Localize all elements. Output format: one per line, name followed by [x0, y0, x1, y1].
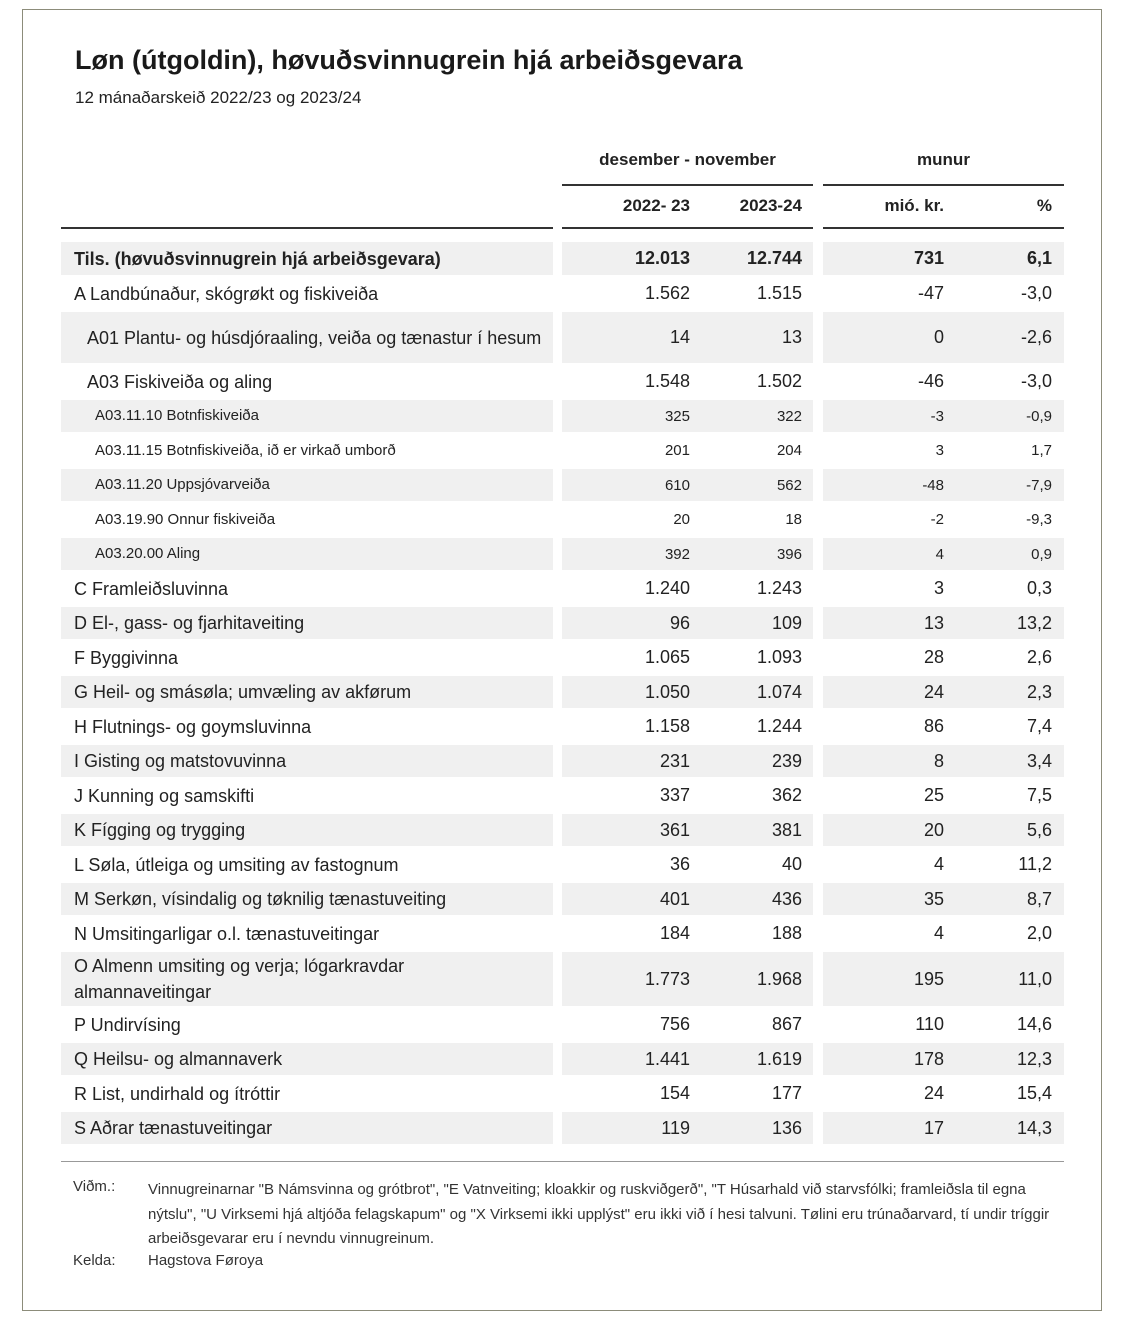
table-row	[0, 312, 1130, 365]
header-group-period-rule	[562, 184, 813, 186]
row-label: N Umsitingarligar o.l. tænastuveitingar	[74, 923, 380, 944]
value-2023-24: 18	[785, 511, 802, 528]
value-2022-23: 401	[659, 888, 690, 909]
change-amount: 4	[933, 854, 944, 874]
change-percent: 2,6	[1026, 647, 1052, 667]
change-percent: 12,3	[1016, 1048, 1052, 1069]
value-2023-24: 396	[776, 545, 802, 563]
change-percent: 3,4	[1026, 750, 1052, 771]
change-percent: 14,3	[1016, 1117, 1052, 1138]
table-row	[0, 607, 1130, 641]
value-2023-24: 436	[771, 888, 802, 909]
change-amount: 25	[923, 785, 944, 805]
change-amount: 28	[923, 647, 944, 667]
table-row	[0, 572, 1130, 607]
row-label: A03.11.10 Botnfiskiveiða	[61, 400, 553, 432]
value-2022-23: 361	[659, 819, 690, 840]
table-row	[0, 745, 1130, 779]
row-label: R List, undirhald og ítróttir	[74, 1083, 281, 1104]
value-2023-24: 381	[771, 819, 802, 840]
table-row	[0, 538, 1130, 572]
value-2023-24: 177	[771, 1083, 802, 1103]
row-label: G Heil- og smásøla; umvæling av akførum	[61, 676, 553, 708]
change-percent: 2,0	[1026, 923, 1052, 943]
value-2022-23: 36	[669, 854, 690, 874]
change-percent: 6,1	[1026, 248, 1052, 268]
header-rule-change	[823, 227, 1064, 229]
value-2023-24: 1.093	[756, 647, 802, 667]
value-2023-24: 13	[781, 327, 802, 347]
row-label: K Fígging og trygging	[61, 814, 553, 846]
value-2022-23: 392	[664, 545, 690, 563]
change-percent: 8,7	[1026, 888, 1052, 909]
value-2022-23: 1.441	[644, 1048, 690, 1069]
table-row	[0, 434, 1130, 469]
note-label: Viðm.:	[73, 1178, 116, 1195]
change-amount: 3	[933, 578, 944, 598]
row-label: D El-, gass- og fjarhitaveiting	[61, 607, 553, 639]
source-text: Hagstova Føroya	[148, 1252, 264, 1269]
change-amount: 20	[923, 819, 944, 840]
row-label: O Almenn umsiting og verja; lógarkravdar almannaveitingar	[61, 952, 553, 1006]
value-2022-23: 1.240	[644, 578, 690, 598]
change-amount: -2	[930, 511, 944, 528]
value-2022-23: 1.050	[644, 681, 690, 702]
change-amount: -3	[930, 407, 944, 425]
value-2022-23: 1.065	[644, 647, 690, 667]
value-2023-24: 1.243	[756, 578, 802, 598]
value-2023-24: 1.515	[756, 283, 802, 303]
change-amount: 0	[933, 327, 944, 347]
change-percent: 5,6	[1026, 819, 1052, 840]
change-amount: 35	[923, 888, 944, 909]
header-col-change-percent: %	[1036, 196, 1052, 215]
change-percent: 1,7	[1031, 442, 1052, 459]
row-label: A03.11.20 Uppsjóvarveiða	[61, 469, 553, 501]
value-2023-24: 867	[771, 1014, 802, 1034]
source-label: Kelda:	[73, 1252, 116, 1269]
row-label: A01 Plantu- og húsdjóraaling, veiða og tænastur í hesum	[61, 312, 553, 363]
value-2022-23: 96	[669, 612, 690, 633]
change-percent: 2,3	[1026, 681, 1052, 702]
row-label: A03.19.90 Onnur fiskiveiða	[95, 510, 276, 528]
table-row	[0, 503, 1130, 538]
value-2022-23: 325	[664, 407, 690, 425]
value-2023-24: 109	[771, 612, 802, 633]
header-col-2023-24: 2023-24	[739, 196, 802, 215]
value-2022-23: 184	[659, 923, 690, 943]
row-label: M Serkøn, vísindalig og tøknilig tænastuveiting	[61, 883, 553, 915]
table-row	[0, 848, 1130, 883]
change-percent: 11,2	[1018, 854, 1052, 874]
change-amount: -48	[922, 476, 944, 494]
change-percent: -3,0	[1020, 283, 1052, 303]
change-percent: -7,9	[1026, 476, 1052, 494]
change-amount: 86	[923, 716, 944, 736]
table-row	[0, 1077, 1130, 1112]
value-2022-23: 756	[659, 1014, 690, 1034]
change-percent: 15,4	[1016, 1083, 1052, 1103]
change-percent: 13,2	[1016, 612, 1052, 633]
header-rule-label	[61, 227, 553, 229]
row-label: S Aðrar tænastuveitingar	[61, 1112, 553, 1144]
page-subtitle: 12 mánaðarskeið 2022/23 og 2023/24	[75, 88, 362, 107]
header-col-change-amount: mió. kr.	[884, 196, 944, 215]
value-2023-24: 239	[771, 750, 802, 771]
row-label: I Gisting og matstovuvinna	[61, 745, 553, 777]
value-2022-23: 1.548	[644, 371, 690, 391]
row-label: A03.20.00 Aling	[61, 538, 553, 570]
value-2022-23: 154	[659, 1083, 690, 1103]
row-label: L Søla, útleiga og umsiting av fastognum	[74, 854, 399, 875]
value-2023-24: 40	[781, 854, 802, 874]
change-amount: 178	[913, 1048, 944, 1069]
value-2023-24: 1.619	[756, 1048, 802, 1069]
header-group-change-rule	[823, 184, 1064, 186]
table-row	[0, 710, 1130, 745]
change-percent: 0,9	[1031, 545, 1052, 563]
value-2023-24: 1.502	[756, 371, 802, 391]
table-row	[0, 1008, 1130, 1043]
change-amount: 8	[933, 750, 944, 771]
table-row	[0, 1112, 1130, 1146]
row-label: J Kunning og samskifti	[74, 785, 255, 806]
table-row	[0, 469, 1130, 503]
value-2022-23: 14	[669, 327, 690, 347]
row-label: Tils. (høvuðsvinnugrein hjá arbeiðsgevara)	[61, 242, 553, 275]
value-2023-24: 204	[776, 442, 802, 459]
row-label: A03 Fiskiveiða og aling	[87, 371, 273, 392]
change-amount: 110	[915, 1014, 944, 1034]
change-percent: 7,4	[1026, 716, 1052, 736]
table-row	[0, 1043, 1130, 1077]
value-2023-24: 562	[776, 476, 802, 494]
value-2023-24: 188	[771, 923, 802, 943]
change-percent: -9,3	[1026, 511, 1052, 528]
value-2022-23: 1.562	[644, 283, 690, 303]
change-amount: 3	[935, 442, 944, 459]
row-label: A Landbúnaður, skógrøkt og fiskiveiða	[74, 283, 379, 304]
page-title: Løn (útgoldin), høvuðsvinnugrein hjá arbeiðsgevara	[75, 45, 743, 75]
note-text: Vinnugreinarnar "B Námsvinna og grótbrot", "E Vatnveiting; kloakkir og ruskviðgerð", "T Húsarhald við starvsfólki; framleiðsla til egna nýtslu", "U Virksemi hjá altjóða felagskapum" og "X Virksemi ikki upplýst" eru ikki við í hesi talvuni. Tølini eru trúnaðarvard, tí undir tríggir arbeiðsgevarar eru í nevndu vinnugreinum.	[148, 1181, 1050, 1247]
value-2022-23: 20	[673, 511, 690, 528]
table-row	[0, 365, 1130, 400]
table-row	[0, 814, 1130, 848]
change-amount: 195	[913, 968, 944, 989]
table-row	[0, 676, 1130, 710]
change-percent: -2,6	[1020, 327, 1052, 347]
change-percent: -3,0	[1020, 371, 1052, 391]
value-2022-23: 201	[664, 442, 690, 459]
change-percent: 14,6	[1016, 1014, 1052, 1034]
footer-divider	[61, 1161, 1064, 1162]
value-2023-24: 136	[771, 1117, 802, 1138]
row-label: Q Heilsu- og almannaverk	[61, 1043, 553, 1075]
change-amount: 4	[933, 923, 944, 943]
change-amount: 24	[923, 681, 944, 702]
change-percent: 0,3	[1026, 578, 1052, 598]
value-2022-23: 1.158	[644, 716, 690, 736]
table-row	[0, 917, 1130, 952]
change-percent: 11,0	[1018, 968, 1052, 989]
value-2023-24: 12.744	[746, 248, 802, 268]
header-group-change: munur	[917, 150, 970, 169]
table-row	[0, 883, 1130, 917]
row-label: H Flutnings- og goymsluvinna	[74, 716, 312, 737]
change-percent: 7,5	[1026, 785, 1052, 805]
table-row	[0, 400, 1130, 434]
row-label: A03.11.15 Botnfiskiveiða, ið er virkað umborð	[95, 441, 396, 459]
row-label: F Byggivinna	[74, 647, 179, 668]
change-amount: 17	[923, 1117, 944, 1138]
value-2023-24: 1.244	[756, 716, 802, 736]
change-amount: -46	[917, 371, 944, 391]
value-2022-23: 337	[659, 785, 690, 805]
table-row	[0, 641, 1130, 676]
value-2022-23: 119	[661, 1117, 690, 1138]
header-group-period: desember - november	[599, 150, 776, 169]
value-2022-23: 231	[659, 750, 690, 771]
value-2023-24: 322	[776, 407, 802, 425]
table-row	[0, 242, 1130, 277]
value-2023-24: 362	[771, 785, 802, 805]
change-percent: -0,9	[1026, 407, 1052, 425]
value-2022-23: 12.013	[634, 248, 690, 268]
value-2023-24: 1.968	[756, 968, 802, 989]
table-row	[0, 277, 1130, 312]
change-amount: 13	[923, 612, 944, 633]
table-row	[0, 779, 1130, 814]
change-amount: 24	[923, 1083, 944, 1103]
row-label: C Framleiðsluvinna	[74, 578, 229, 599]
row-label: P Undirvísing	[74, 1014, 181, 1035]
value-2022-23: 610	[664, 476, 690, 494]
value-2023-24: 1.074	[756, 681, 802, 702]
header-col-2022-23: 2022- 23	[622, 196, 690, 215]
change-amount: 731	[913, 248, 944, 268]
table-row	[0, 952, 1130, 1008]
header-rule-period	[562, 227, 813, 229]
change-amount: -47	[917, 283, 944, 303]
change-amount: 4	[935, 545, 944, 563]
value-2022-23: 1.773	[644, 968, 690, 989]
